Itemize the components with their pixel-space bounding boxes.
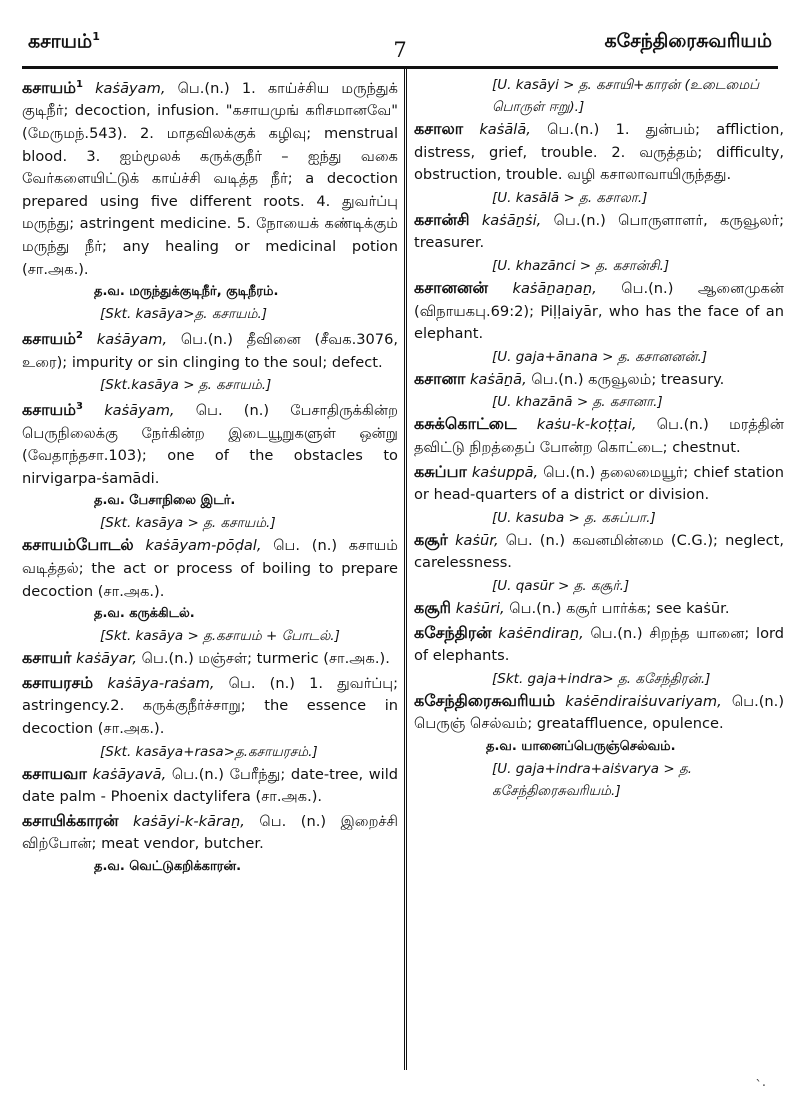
transliteration: kaṡāyavā, (92, 765, 167, 783)
headword: கசேந்திரன் (414, 622, 492, 642)
definition-text: தலைமையூர்; chief station or head-quarters of a district or division. (414, 463, 784, 504)
tamil-equivalent: த.வ. மருந்துக்குடிநீர், குடிநீரம். (94, 284, 279, 300)
headword: கசானா (414, 368, 466, 388)
transliteration: kaṡu-k-koṭṭai, (536, 416, 637, 434)
part-of-speech: பெ.(n.) (656, 416, 709, 434)
definition-text: ஆனைமுகன் (விநாயகபு.69:2); Piḷḷaiyār, who has the face of an elephant. (414, 279, 784, 343)
dictionary-entry (414, 461, 784, 507)
part-of-speech: பெ.(n.) (731, 692, 784, 710)
transliteration: kaṡuppā, (471, 463, 539, 481)
dictionary-entry (22, 763, 398, 809)
part-of-speech: பெ. (n.) (259, 812, 327, 830)
transliteration: kaṡūr, (455, 531, 499, 549)
dictionary-entry (414, 622, 784, 668)
part-of-speech: பெ.(n.) (509, 599, 562, 617)
definition-text: கவனமின்மை (C.G.); neglect, carelessness. (414, 531, 784, 572)
transliteration: kaṡāyam, (96, 331, 168, 349)
etymology: [U. kasuba > த. கசுப்பா.] (492, 509, 656, 526)
guide-word-right: கசேந்திரைசுவரியம் (604, 30, 772, 52)
headword: கசான்சி (414, 209, 470, 229)
tamil-equivalent: த.வ. யானைப்பெருஞ்செல்வம். (486, 738, 676, 754)
definition-text: இறைச்சி விற்போன்; meat vendor, butcher. (22, 812, 398, 853)
transliteration: kaṡāyam, (95, 79, 166, 97)
etymology: [U. kasālā > த. கசாலா.] (492, 189, 648, 206)
etymology: [Skt.kasāya > த. கசாயம்.] (100, 377, 272, 394)
definition-text: பொருளாளர், கருவூலர்; treasurer. (414, 211, 784, 252)
continued-etymology: [U. kasāyi > த. கசாயி+காரன் (உடைமைப் பொருள் ஈறு).] (492, 77, 760, 115)
page-header (28, 30, 772, 66)
headword: கசாயம்போடல் (22, 535, 134, 555)
headword: கசுக்கொட்டை (414, 414, 517, 434)
transliteration: kaṡāṉaṉaṉ, (512, 279, 597, 297)
transliteration: kaṡāyam, (104, 402, 175, 420)
definition-text: பெருஞ் செல்வம்; greataffluence, opulence. (414, 715, 724, 733)
part-of-speech: பெ.(n.) (531, 370, 584, 388)
part-of-speech: பெ.(n.) (543, 463, 596, 481)
part-of-speech: பெ.(n.) (621, 279, 674, 297)
part-of-speech: பெ.(n.) (171, 765, 224, 783)
column-divider (404, 69, 407, 1070)
guide-word-left: கசாயம்$^1$ (28, 30, 100, 53)
part-of-speech: பெ.(n.) (547, 121, 600, 138)
headword: கசூரி (414, 597, 452, 617)
definition-text: தீவினை (சீவக.3076, உரை); impurity or sin clinging to the soul; defect. (22, 331, 398, 371)
dictionary-entry (22, 325, 398, 374)
transliteration: kaṡāyam-pōḍal, (145, 537, 262, 555)
dictionary-entry (22, 810, 398, 856)
headword: கசாயம் (22, 329, 77, 349)
part-of-speech: பெ.(n.) (177, 79, 230, 97)
etymology: [U. qasūr > த. கசூர்.] (492, 577, 630, 594)
transliteration: kaṡūri, (455, 599, 505, 617)
definition-text: பேரீந்து; date-tree, wild date palm - Phoenix dactylifera (சா.அக.). (22, 765, 398, 806)
etymology: [Skt. kasāya > த.கசாயம் + போடல்.] (100, 628, 340, 645)
part-of-speech: பெ. (n.) (195, 402, 270, 420)
tamil-equivalent: த.வ. கருக்கிடல். (94, 606, 195, 622)
dictionary-entry (414, 209, 784, 255)
definition-text: கசூர் பார்க்க; see kaṡūr. (566, 599, 730, 617)
definition-text: மரத்தின் தவிட்டு நிறத்தைப் போன்ற கொட்டை; chestnut. (414, 416, 784, 456)
transliteration: kaṡāyi-k-kāraṉ, (133, 812, 245, 830)
headword: கசாயவா (22, 763, 87, 783)
etymology: [Skt. kasāya>த. கசாயம்.] (100, 306, 268, 323)
definition-text: பேசாதிருக்கின்ற பெருநிலைக்கு நேர்கின்ற இடையூறுகளுள் ஒன்று (வேதாந்தசா.103); one of the obstacles to nirvigarpa-ṡamādi. (22, 402, 398, 487)
tamil-equivalent: த.வ. வெட்டுகறிக்காரன். (94, 859, 242, 875)
dictionary-entry (22, 672, 398, 741)
part-of-speech: பெ.(n.) (180, 331, 233, 349)
tamil-equivalent: த.வ. பேசாநிலை இடர். (94, 493, 236, 509)
transliteration: kaṡāṉṡi, (481, 211, 542, 229)
headword: கசாயிக்காரன் (22, 810, 119, 830)
dictionary-entry (414, 597, 784, 621)
part-of-speech: பெ. (n.) (505, 531, 566, 549)
definition-text: 1. துன்பம்; affliction, distress, grief, trouble. 2. வருத்தம்; difficulty, obstruction, trouble. வழி கசாலாவாயிருந்தது. (414, 121, 784, 184)
part-of-speech: பெ.(n.) (553, 211, 606, 229)
part-of-speech: பெ. (n.) (273, 537, 338, 555)
left-column (22, 74, 398, 1080)
headword: கசாயர் (22, 648, 72, 668)
part-of-speech: பெ.(n.) (590, 624, 643, 642)
homograph-number: 1 (76, 79, 84, 90)
page-number: 7 (393, 38, 407, 62)
corner-mark: `· (755, 1079, 766, 1094)
dictionary-entry (414, 690, 784, 736)
etymology: [U. khazānci > த. கசான்சி.] (492, 257, 670, 274)
definition-text: கருவூலம்; treasury. (588, 370, 725, 388)
dictionary-entry (414, 529, 784, 575)
part-of-speech: பெ. (n.) (228, 674, 295, 692)
headword: கசாயரசம் (22, 672, 94, 692)
definition-text: சிறந்த யானை; lord of elephants. (414, 624, 784, 665)
homograph-number: 2 (76, 330, 84, 342)
headword: கசேந்திரைசுவரியம் (414, 690, 556, 710)
dictionary-entry (414, 118, 784, 187)
homograph-number: 3 (76, 401, 84, 413)
etymology: [Skt. kasāya > த. கசாயம்.] (100, 515, 276, 532)
transliteration: kaṡāya-raṡam, (107, 674, 215, 692)
definition-text: மஞ்சள்; turmeric (சா.அக.). (198, 650, 390, 668)
etymology: [U. khazānā > த. கசானா.] (492, 394, 663, 411)
headword: கசூர் (414, 529, 448, 549)
header-rule (22, 66, 778, 69)
dictionary-entry (414, 368, 784, 392)
definition-text: 1. காய்ச்சிய மருந்துக் குடிநீர்; decoction, infusion. "கசாயமுங் கரிசமானவே" (மேருமந்.543). 2. மாதவிலக்குக் கழிவு; menstrual blood. 3. ஐம்மூலக் கருக்குநீர் – ஐந்து வகை வேர்களையிட்டுக் காய்ச்சி வடித்த நீர்; a decoction prepared using five different roots. 4. துவர்ப்பு மருந்து; astringent medicine. 5. நோயைக் கண்டிக்கும் மருந்து நீர்; any healing or medicinal potion (சா.அக.). (22, 79, 398, 278)
etymology: [U. gaja+indra+aiṡvarya > த. கசேந்திரைசுவரியம்.] (492, 760, 693, 799)
etymology: [U. gaja+ānana > த. கசானனன்.] (492, 348, 708, 365)
etymology: [Skt. kasāya+rasa>த.கசாயரசம்.] (100, 743, 318, 760)
dictionary-entry (414, 277, 784, 346)
dictionary-entry (22, 647, 398, 671)
transliteration: kaṡāyar, (76, 650, 137, 668)
headword: கசாயம் (22, 400, 77, 420)
dictionary-entry (22, 396, 398, 490)
dictionary-entry (22, 74, 398, 281)
transliteration: kaṡēndiraṉ, (498, 624, 584, 642)
headword: கசாலா (414, 119, 464, 138)
transliteration: kaṡālā, (479, 121, 531, 138)
headword: கசானனன் (414, 277, 488, 297)
headword: கசுப்பா (414, 461, 467, 481)
transliteration: kaṡēndiraiṡuvariyam, (565, 692, 722, 710)
dictionary-entry (414, 413, 784, 459)
dictionary-entry (22, 534, 398, 603)
definition-text: கசாயம் வடித்தல்; the act or process of boiling to prepare decoction (சா.அக.). (22, 537, 398, 600)
headword: கசாயம் (22, 77, 77, 97)
part-of-speech: பெ.(n.) (141, 650, 194, 668)
right-column (414, 74, 784, 1080)
transliteration: kaṡāṉā, (469, 370, 527, 388)
definition-text: 1. துவர்ப்பு; astringency.2. கருக்குநீர்ச்சாறு; the essence in decoction (சா.அக.). (22, 674, 398, 738)
etymology: [Skt. gaja+indra> த. கசேந்திரன்.] (492, 670, 711, 687)
